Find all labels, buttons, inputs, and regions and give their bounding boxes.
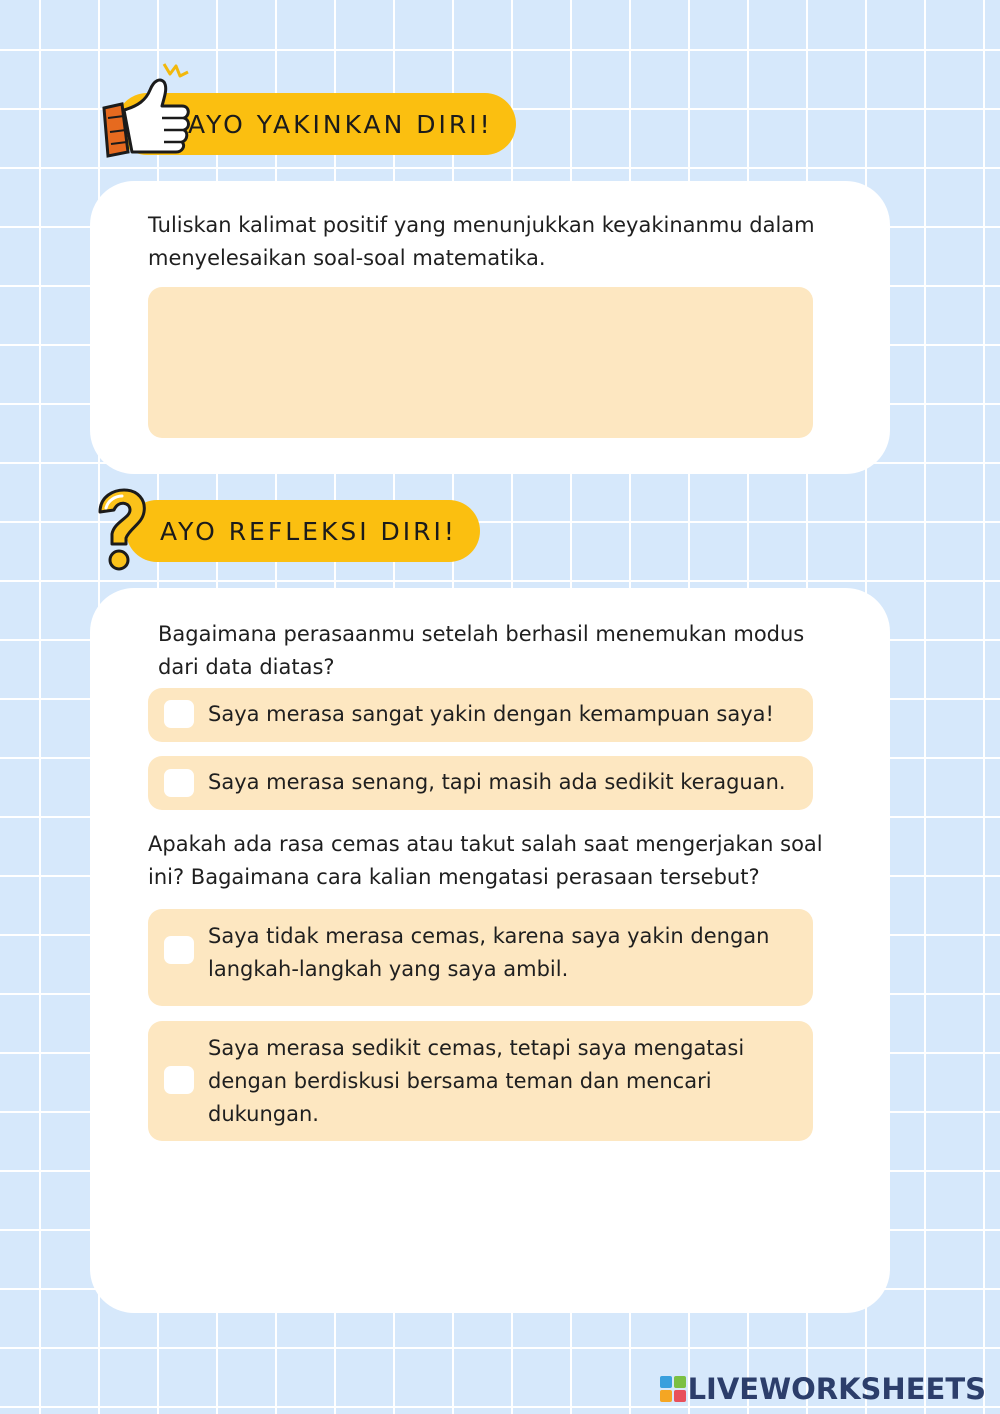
checkbox[interactable]: [164, 769, 194, 797]
positive-statement-answer-box[interactable]: [148, 287, 813, 438]
thumbs-up-icon: [98, 60, 196, 164]
liveworksheets-logo-icon: [660, 1376, 686, 1402]
section-banner-refleksi: [126, 500, 480, 562]
option-label: Saya merasa senang, tapi masih ada sedikit keraguan.: [208, 770, 786, 794]
positive-statement-prompt: Tuliskan kalimat positif yang menunjukkan keyakinanmu dalam menyelesaikan soal-soal matematika.: [148, 213, 815, 270]
question-1-text: Bagaimana perasaanmu setelah berhasil menemukan modus dari data diatas?: [158, 622, 805, 679]
option-label: Saya tidak merasa cemas, karena saya yakin dengan langkah-langkah yang saya ambil.: [208, 924, 770, 981]
brand-name: LIVEWORKSHEETS: [687, 1372, 986, 1406]
section-title: AYO REFLEKSI DIRI!: [160, 516, 457, 546]
checkbox[interactable]: [164, 700, 194, 728]
question-1-option-2[interactable]: [148, 756, 813, 810]
option-label: Saya merasa sedikit cemas, tetapi saya mengatasi dengan berdiskusi bersama teman dan mencari dukungan.: [208, 1036, 745, 1126]
question-1-option-1[interactable]: [148, 688, 813, 742]
option-label: Saya merasa sangat yakin dengan kemampuan saya!: [208, 702, 774, 726]
question-2-option-1[interactable]: [148, 909, 813, 1006]
checkbox[interactable]: [164, 1066, 194, 1094]
checkbox[interactable]: [164, 936, 194, 964]
liveworksheets-footer: [660, 1372, 986, 1406]
question-mark-icon: [92, 488, 148, 572]
question-2-text: Apakah ada rasa cemas atau takut salah saat mengerjakan soal ini? Bagaimana cara kalian mengatasi perasaan tersebut?: [148, 832, 823, 889]
section-title: AYO YAKINKAN DIRI!: [188, 109, 493, 139]
question-2-option-2[interactable]: [148, 1021, 813, 1141]
